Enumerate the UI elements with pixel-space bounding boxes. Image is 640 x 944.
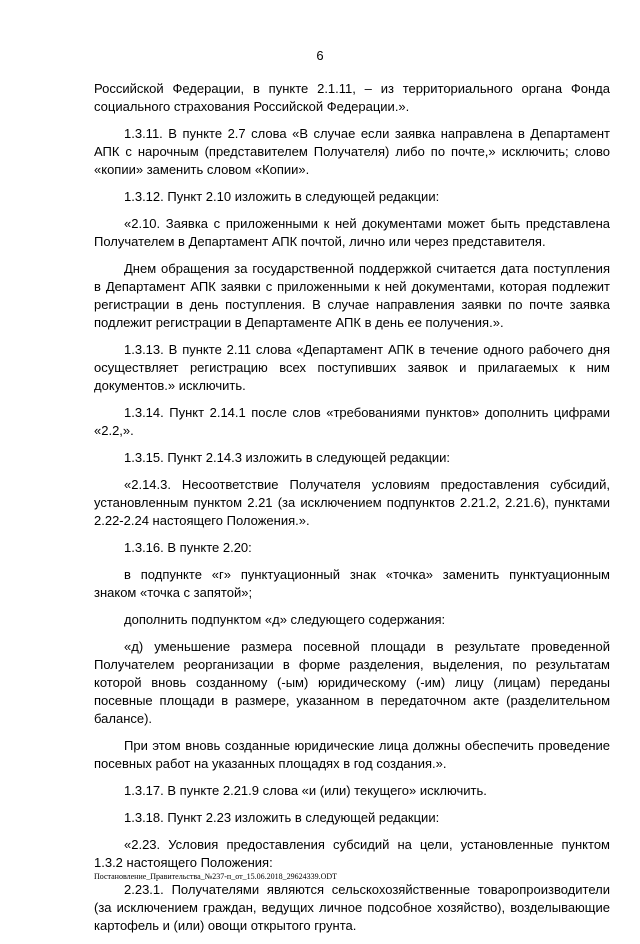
paragraph-day-of-application: Днем обращения за государственной поддержкой считается дата поступления в Департамент АПК заявки с приложенными к ней документами, которая подлежит регистрации в день поступления. В случае направления заявки по почте заявка подлежит регистрации в Департаменте АПК в день ее получения.». [94, 261, 610, 330]
page-number: 6 [316, 48, 324, 63]
paragraph-1-3-15: 1.3.15. Пункт 2.14.3 изложить в следующей редакции: [124, 450, 451, 465]
paragraph-1-3-14: 1.3.14. Пункт 2.14.1 после слов «требованиями пунктов» дополнить цифрами «2.2,». [94, 405, 610, 438]
paragraph-1-3-16: 1.3.16. В пункте 2.20: [124, 540, 252, 555]
paragraph-2-10: «2.10. Заявка с приложенными к ней документами может быть представлена Получателем в Департамент АПК почтой, лично или через представителя. [94, 216, 610, 249]
paragraph-2-23-1: 2.23.1. Получателями являются сельскохозяйственные товаропроизводители (за исключением граждан, ведущих личное подсобное хозяйство), возделывающие картофель и (или) овощи открытого грунта. [94, 882, 610, 933]
paragraph-2-23: «2.23. Условия предоставления субсидий на цели, установленные пунктом 1.3.2 настоящего Положения: [94, 837, 610, 870]
paragraph-new-legal-entities: При этом вновь созданные юридические лица должны обеспечить проведение посевных работ на указанных площадях в год создания.». [94, 738, 610, 771]
document-body [94, 80, 610, 944]
paragraph-add-subpoint-d: дополнить подпунктом «д» следующего содержания: [124, 612, 446, 627]
document-footer-filename: Постановление_Правительства_№237-п_от_15.06.2018_29624339.ODT [94, 872, 338, 881]
paragraph-1-3-17: 1.3.17. В пункте 2.21.9 слова «и (или) текущего» исключить. [124, 783, 487, 798]
paragraph-1-3-18: 1.3.18. Пункт 2.23 изложить в следующей редакции: [124, 810, 440, 825]
paragraph-1-3-13: 1.3.13. В пункте 2.11 слова «Департамент АПК в течение одного рабочего дня осуществляет регистрацию всех поступивших заявок и прилагаемых к ним документов.» исключить. [94, 342, 610, 393]
paragraph-continuation: Российской Федерации, в пункте 2.1.11, – из территориального органа Фонда социального страхования Российской Федерации.». [94, 81, 610, 114]
paragraph-subpoint-g: в подпункте «г» пунктуационный знак «точка» заменить пунктуационным знаком «точка с запятой»; [94, 567, 610, 600]
paragraph-1-3-12: 1.3.12. Пункт 2.10 изложить в следующей редакции: [124, 189, 440, 204]
paragraph-2-14-3: «2.14.3. Несоответствие Получателя условиям предоставления субсидий, установленным пунктом 2.21 (за исключением подпунктов 2.21.2, 2.21.6), пунктами 2.22-2.24 настоящего Положения.». [94, 477, 610, 528]
paragraph-subpoint-d: «д) уменьшение размера посевной площади в результате проведенной Получателем реорганизации в форме разделения, выделения, по результатам которой вновь созданному (-ым) юридическому (-им) лицу (лицам) переданы посевные площади в размере, указанном в передаточном акте (разделительном балансе). [94, 639, 610, 726]
paragraph-1-3-11: 1.3.11. В пункте 2.7 слова «В случае если заявка направлена в Департамент АПК с нарочным (представителем Получателя) либо по почте,» исключить; слово «копии» заменить словом «Копии». [94, 126, 610, 177]
